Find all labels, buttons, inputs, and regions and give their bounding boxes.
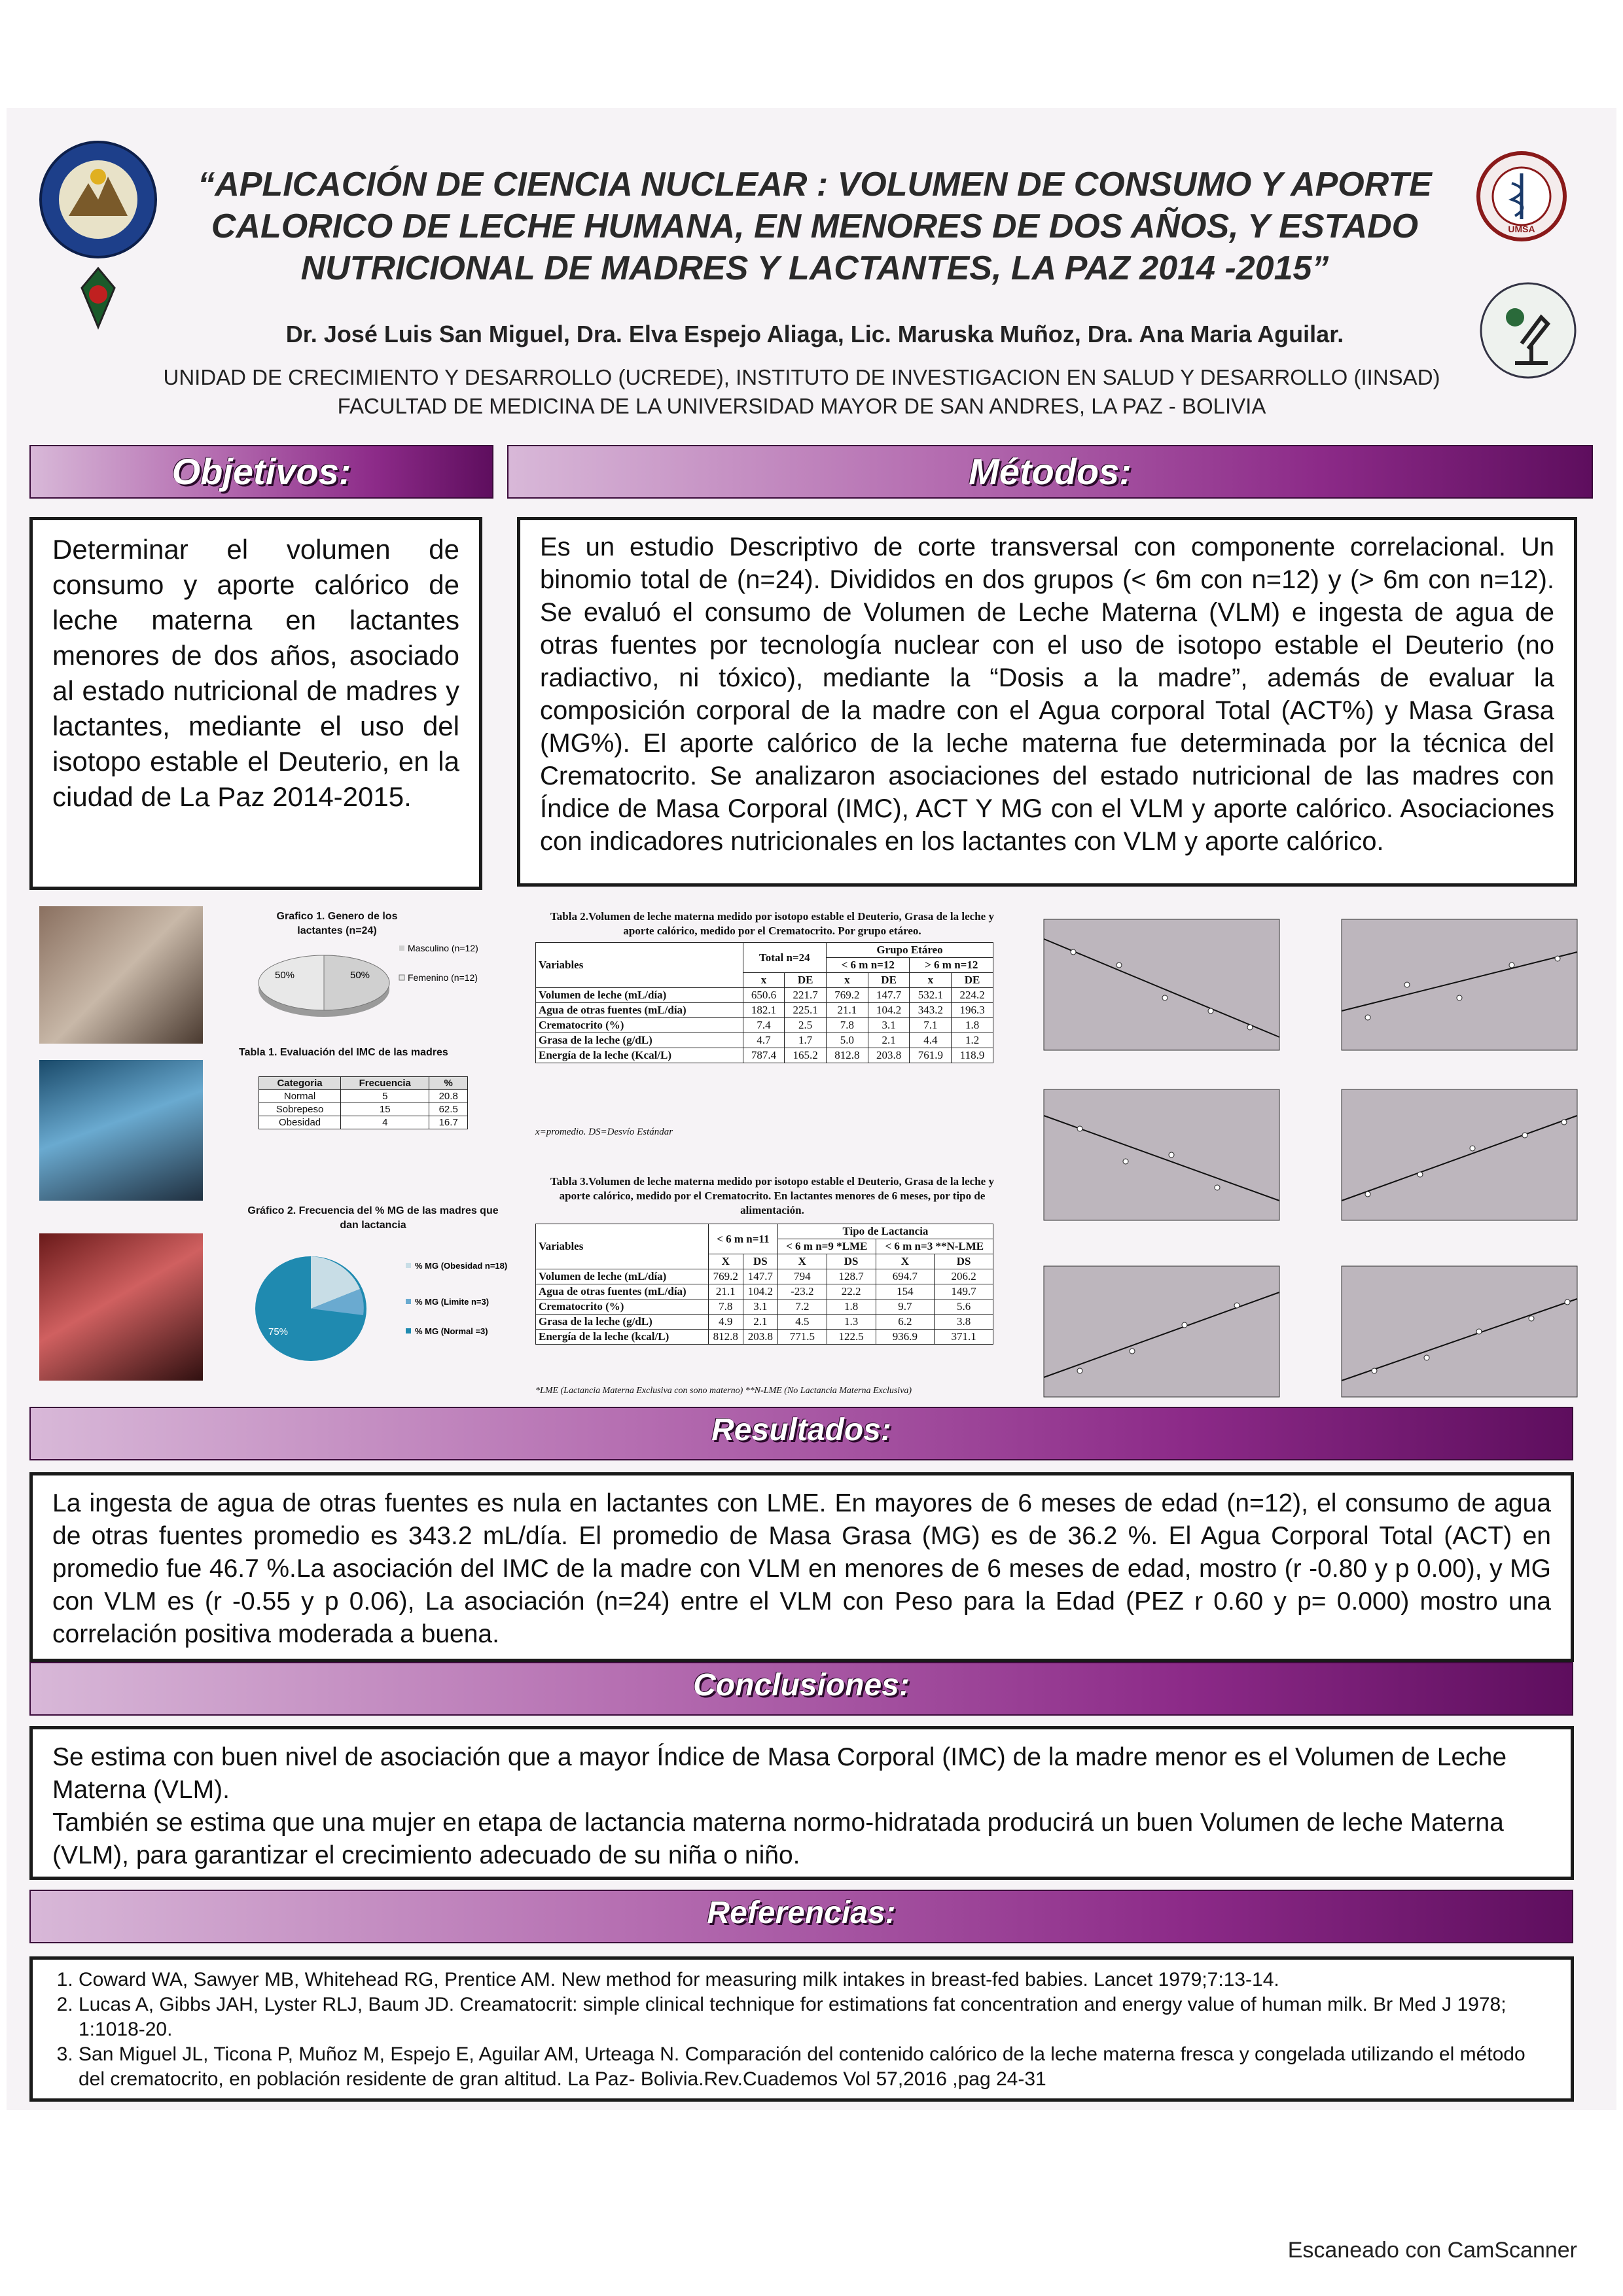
- table-cell: 149.7: [935, 1284, 993, 1299]
- grafico2-legend-1: % MG (Obesidad n=18): [415, 1261, 508, 1271]
- tabla2-sub: DE: [785, 973, 827, 988]
- table-cell: 16.7: [429, 1116, 468, 1129]
- institution-line-2: FACULTAD DE MEDICINA DE LA UNIVERSIDAD MAYOR DE SAN ANDRES, LA PAZ - BOLIVIA: [337, 394, 1266, 418]
- table-cell: Energía de la leche (kcal/L): [536, 1330, 709, 1345]
- grafico2-legend-3: % MG (Normal =3): [415, 1326, 488, 1336]
- referencias-header: [29, 1890, 1573, 1943]
- table-cell: 7.8: [708, 1299, 743, 1315]
- scatter-plot-1: [1044, 919, 1279, 1050]
- table-cell: 787.4: [743, 1048, 785, 1063]
- photo-mother-child: [39, 906, 203, 1044]
- tabla2-sub: x: [743, 973, 785, 988]
- tabla3-col-3: < 6 m n=3 **N-LME: [876, 1239, 993, 1254]
- table-cell: 5.6: [935, 1299, 993, 1315]
- table-cell: 371.1: [935, 1330, 993, 1345]
- table-cell: 4.4: [910, 1033, 952, 1048]
- table-cell: 147.7: [868, 988, 910, 1003]
- tabla1-header: Frecuencia: [341, 1077, 429, 1090]
- tabla2-sub: x: [827, 973, 868, 988]
- table-cell: 7.8: [827, 1018, 868, 1033]
- table-row: [536, 1299, 993, 1315]
- table-cell: 182.1: [743, 1003, 785, 1018]
- referencia-item: 1. Coward WA, Sawyer MB, Whitehead RG, Prentice AM. New method for measuring milk intakes in breast-fed babies. Lancet 1979;7:13-14.: [79, 1968, 1551, 1992]
- referencias-heading: Referencias:: [707, 1896, 896, 1930]
- table-cell: 532.1: [910, 988, 952, 1003]
- table-row: [259, 1090, 468, 1103]
- table-cell: 221.7: [785, 988, 827, 1003]
- table-cell: Normal: [259, 1090, 341, 1103]
- table-cell: 2.5: [785, 1018, 827, 1033]
- grafico1-legend-1: Masculino (n=12): [408, 943, 478, 953]
- resultados-text: La ingesta de agua de otras fuentes es nula en lactantes con LME. En mayores de 6 meses de edad (n=12), el consumo de agua de otras fuentes promedio es 343.2 mL/día. El promedio de Masa Grasa (MG) es de 36.2 %. El Agua Corporal Total (ACT) en promedio fue 46.7 %.La asociación del IMC de la madre con VLM en menores de 6 meses de edad, mostro (r -0.80 y p 0.00), y MG con VLM es (r -0.55 y p 0.06), La asociación (n=24) entre el VLM con Peso para la Edad (PEZ r 0.60 y p= 0.000) mostro una correlación positiva moderada a buena.: [52, 1489, 1551, 1648]
- scatter-plot-6: [1342, 1266, 1577, 1397]
- tabla2-col-under6: < 6 m n=12: [827, 958, 910, 973]
- table-cell: 22.2: [827, 1284, 876, 1299]
- metodos-header: [507, 445, 1593, 499]
- conclusiones-header: [29, 1662, 1573, 1716]
- table-cell: 812.8: [708, 1330, 743, 1345]
- scatter-plot-5: [1044, 1266, 1279, 1397]
- referencia-item: 2. Lucas A, Gibbs JAH, Lyster RLJ, Baum JD. Creamatocrit: simple clinical technique for estimations fat concentration and energy value of human milk. Br Med J 1978; 1:1018-20.: [79, 1992, 1551, 2042]
- grafico2-legend-2: % MG (Limite n=3): [415, 1297, 490, 1307]
- table-cell: 794: [777, 1269, 827, 1284]
- table-cell: 694.7: [876, 1269, 935, 1284]
- table-cell: 3.1: [868, 1018, 910, 1033]
- table-cell: 769.2: [708, 1269, 743, 1284]
- conclusiones-box: [29, 1726, 1574, 1880]
- table-row: [536, 1033, 993, 1048]
- table-cell: 6.2: [876, 1315, 935, 1330]
- referencias-box: [29, 1956, 1574, 2102]
- medicine-faculty-seal-icon: [1476, 150, 1567, 242]
- conclusiones-heading: Conclusiones:: [693, 1668, 910, 1703]
- tabla1-title: Tabla 1. Evaluación del IMC de las madres: [239, 1047, 448, 1058]
- grafico2-label: 75%: [268, 1326, 289, 1337]
- tabla2-variables-header: Variables: [536, 943, 743, 988]
- table-cell: 206.2: [935, 1269, 993, 1284]
- table-cell: Volumen de leche (mL/día): [536, 1269, 709, 1284]
- scanner-watermark: Escaneado con CamScanner: [1287, 2238, 1577, 2263]
- table-cell: 128.7: [827, 1269, 876, 1284]
- table-cell: -23.2: [777, 1284, 827, 1299]
- table-cell: 4.9: [708, 1315, 743, 1330]
- table-cell: Obesidad: [259, 1116, 341, 1129]
- tabla3-title: Tabla 3.Volumen de leche materna medido por isotopo estable el Deuterio, Grasa de la leche y aporte calórico, medido por el Crematocrito. En lactantes menores de 6 meses, por tipo de alimentación.: [550, 1175, 994, 1216]
- resultados-box: [29, 1472, 1574, 1662]
- table-row: [536, 988, 993, 1003]
- table-cell: 4.5: [777, 1315, 827, 1330]
- table-cell: 118.9: [952, 1048, 993, 1063]
- table-cell: 203.8: [868, 1048, 910, 1063]
- table-cell: 7.2: [777, 1299, 827, 1315]
- table-cell: 21.1: [827, 1003, 868, 1018]
- table-row: [536, 1284, 993, 1299]
- scatter-plot-3: [1044, 1089, 1279, 1220]
- institution-line-1: UNIDAD DE CRECIMIENTO Y DESARROLLO (UCREDE), INSTITUTO DE INVESTIGACION EN SALUD Y DESARROLLO (IINSAD): [163, 365, 1440, 389]
- tabla3-col-2: < 6 m n=9 *LME: [777, 1239, 876, 1254]
- table-cell: Energía de la leche (Kcal/L): [536, 1048, 743, 1063]
- authors: Dr. José Luis San Miguel, Dra. Elva Espejo Aliaga, Lic. Maruska Muñoz, Dra. Ana Maria Aguilar.: [285, 321, 1344, 347]
- table-row: [536, 1269, 993, 1284]
- grafico1-pie-chart: [252, 942, 527, 1027]
- table-cell: 203.8: [743, 1330, 777, 1345]
- conclusiones-line-1: Se estima con buen nivel de asociación que a mayor Índice de Masa Corporal (IMC) de la madre menor es el Volumen de Leche Materna (VLM).: [52, 1743, 1507, 1804]
- resultados-header: [29, 1407, 1573, 1460]
- table-cell: Agua de otras fuentes (mL/día): [536, 1284, 709, 1299]
- table-cell: Grasa de la leche (g/dL): [536, 1033, 743, 1048]
- table-cell: 62.5: [429, 1103, 468, 1116]
- table-cell: 936.9: [876, 1330, 935, 1345]
- table-cell: Volumen de leche (mL/día): [536, 988, 743, 1003]
- table-cell: 154: [876, 1284, 935, 1299]
- table-cell: 147.7: [743, 1269, 777, 1284]
- tabla2: [535, 942, 993, 1063]
- tabla2-note: x=promedio. DS=Desvío Estándar: [535, 1127, 673, 1137]
- conclusiones-line-2: También se estima que una mujer en etapa de lactancia materna normo-hidratada producirá un buen Volumen de leche Materna (VLM), para garantizar el crecimiento adecuado de su niña o niño.: [52, 1809, 1504, 1869]
- table-row: [536, 1315, 993, 1330]
- table-cell: 104.2: [743, 1284, 777, 1299]
- objetivos-heading: Objetivos:: [171, 451, 351, 492]
- tabla1-header: Categoria: [259, 1077, 341, 1090]
- resultados-heading: Resultados:: [711, 1413, 891, 1447]
- tabla2-sub: DE: [868, 973, 910, 988]
- tabla3-sub: X: [876, 1254, 935, 1269]
- objetivos-header: [29, 445, 493, 499]
- table-cell: 812.8: [827, 1048, 868, 1063]
- table-cell: 1.8: [827, 1299, 876, 1315]
- grafico1-label-b: 50%: [350, 970, 370, 981]
- table-cell: 4: [341, 1116, 429, 1129]
- table-cell: 196.3: [952, 1003, 993, 1018]
- table-cell: 225.1: [785, 1003, 827, 1018]
- table-cell: 7.1: [910, 1018, 952, 1033]
- table-row: [259, 1116, 468, 1129]
- table-cell: 7.4: [743, 1018, 785, 1033]
- scatter-plot-4: [1342, 1089, 1577, 1220]
- table-row: [536, 1048, 993, 1063]
- table-cell: 9.7: [876, 1299, 935, 1315]
- institution: [98, 363, 1505, 421]
- table-cell: 122.5: [827, 1330, 876, 1345]
- grafico1-legend-2: Femenino (n=12): [408, 972, 478, 983]
- umsa-seal-label: UMSA: [1508, 224, 1535, 234]
- objetivos-box: [29, 517, 482, 890]
- tabla3-col-1: < 6 m n=11: [708, 1224, 777, 1254]
- table-cell: Agua de otras fuentes (mL/día): [536, 1003, 743, 1018]
- table-cell: Grasa de la leche (g/dL): [536, 1315, 709, 1330]
- referencia-item: 3. San Miguel JL, Ticona P, Muñoz M, Espejo E, Aguilar AM, Urteaga N. Comparación del contenido calórico de la leche materna fresca y congelada utilizando el método del crematocrito, en población residente de gran altitud. La Paz- Bolivia.Rev.Cuademos Vol 57,2016 ,pag 24-31: [79, 2042, 1551, 2092]
- table-cell: 1.8: [952, 1018, 993, 1033]
- table-cell: Sobrepeso: [259, 1103, 341, 1116]
- table-cell: 5: [341, 1090, 429, 1103]
- photo-measurement: [39, 1233, 203, 1381]
- photo-infant-scale: [39, 1060, 203, 1201]
- title-line-2: CALORICO DE LECHE HUMANA, EN MENORES DE DOS AÑOS, Y ESTADO: [211, 207, 1419, 245]
- table-cell: 2.1: [743, 1315, 777, 1330]
- grafico1-label-a: 50%: [275, 970, 295, 981]
- grafico2-title: Gráfico 2. Frecuencia del % MG de las madres que dan lactancia: [247, 1205, 499, 1231]
- objetivos-text: Determinar el volumen de consumo y aporte calórico de leche materna en lactantes menores de dos años, asociado al estado nutricional de madres y lactantes, mediante el uso del isotopo estable el Deuterio, en la ciudad de La Paz 2014-2015.: [52, 534, 459, 812]
- table-row: [536, 1330, 993, 1345]
- table-cell: 21.1: [708, 1284, 743, 1299]
- table-cell: 1.2: [952, 1033, 993, 1048]
- tabla2-sub: x: [910, 973, 952, 988]
- table-cell: 2.1: [868, 1033, 910, 1048]
- tabla3-sub: X: [777, 1254, 827, 1269]
- table-cell: 5.0: [827, 1033, 868, 1048]
- table-cell: 3.1: [743, 1299, 777, 1315]
- tabla3-note: *LME (Lactancia Materna Exclusiva con sono materno) **N-LME (No Lactancia Materna Exclusiva): [535, 1386, 912, 1396]
- table-cell: 343.2: [910, 1003, 952, 1018]
- grafico1-title: Grafico 1. Genero de los lactantes (n=24): [276, 911, 398, 936]
- scatter-plot-2: [1342, 919, 1577, 1050]
- table-cell: 165.2: [785, 1048, 827, 1063]
- tabla3-sub: DS: [935, 1254, 993, 1269]
- university-seal-icon: [36, 137, 160, 347]
- table-cell: 771.5: [777, 1330, 827, 1345]
- poster-title: [164, 164, 1466, 289]
- tabla3-variables-header: Variables: [536, 1224, 709, 1269]
- tabla1: [259, 1076, 468, 1129]
- tabla1-header: %: [429, 1077, 468, 1090]
- table-cell: 1.7: [785, 1033, 827, 1048]
- table-row: [536, 1018, 993, 1033]
- table-cell: Crematocrito (%): [536, 1299, 709, 1315]
- tabla3: [535, 1224, 993, 1345]
- table-cell: 20.8: [429, 1090, 468, 1103]
- table-row: [536, 1003, 993, 1018]
- metodos-box: [517, 517, 1577, 887]
- table-cell: 15: [341, 1103, 429, 1116]
- tabla3-sub: DS: [827, 1254, 876, 1269]
- tabla3-sub: DS: [743, 1254, 777, 1269]
- scatter-plots-grid: [1014, 900, 1590, 1417]
- grafico2-pie-chart: [255, 1243, 517, 1374]
- tabla2-group-header: Grupo Etáreo: [827, 943, 993, 958]
- tabla3-group-header: Tipo de Lactancia: [777, 1224, 993, 1239]
- tabla2-col-over6: > 6 m n=12: [910, 958, 993, 973]
- table-cell: 650.6: [743, 988, 785, 1003]
- metodos-heading: Métodos:: [969, 451, 1132, 492]
- table-cell: 761.9: [910, 1048, 952, 1063]
- metodos-text: Es un estudio Descriptivo de corte transversal con componente correlacional. Un binomio total de (n=24). Divididos en dos grupos (< 6m con n=12) y (> 6m con n=12). Se evaluó el consumo de Volumen de Leche Materna (VLM) e ingesta de agua de otras fuentes por tecnología nuclear con el uso de isotopo estable el Deuterio (no radiactivo, ni tóxico), mediante la “Dosis a la madre”, además de evaluar la composición corporal de la madre con el Agua corporal Total (ACT%) y Masa Grasa (MG%). El aporte calórico de la leche materna fue determinada por la técnica del Crematocrito. Se analizaron asociaciones del estado nutricional de las madres con Índice de Masa Corporal (IMC), ACT Y MG con el VLM y aporte calórico. Asociaciones con indicadores nutricionales en los lactantes con VLM y aporte calórico.: [540, 533, 1554, 856]
- tabla2-title: Tabla 2.Volumen de leche materna medido por isotopo estable el Deuterio, Grasa de la leche y aporte calórico, medido por el Crematocrito. Por grupo etáreo.: [550, 910, 994, 937]
- tabla3-sub: X: [708, 1254, 743, 1269]
- title-line-1: “APLICACIÓN DE CIENCIA NUCLEAR : VOLUMEN DE CONSUMO Y APORTE: [198, 166, 1432, 203]
- table-row: [259, 1103, 468, 1116]
- table-cell: 3.8: [935, 1315, 993, 1330]
- table-cell: 224.2: [952, 988, 993, 1003]
- table-cell: 104.2: [868, 1003, 910, 1018]
- title-line-3: NUTRICIONAL DE MADRES Y LACTANTES, LA PAZ 2014 -2015”: [300, 249, 1329, 287]
- table-cell: Crematocrito (%): [536, 1018, 743, 1033]
- tabla2-sub: DE: [952, 973, 993, 988]
- table-cell: 1.3: [827, 1315, 876, 1330]
- table-cell: 769.2: [827, 988, 868, 1003]
- tabla2-col-total: Total n=24: [743, 943, 826, 973]
- table-cell: 4.7: [743, 1033, 785, 1048]
